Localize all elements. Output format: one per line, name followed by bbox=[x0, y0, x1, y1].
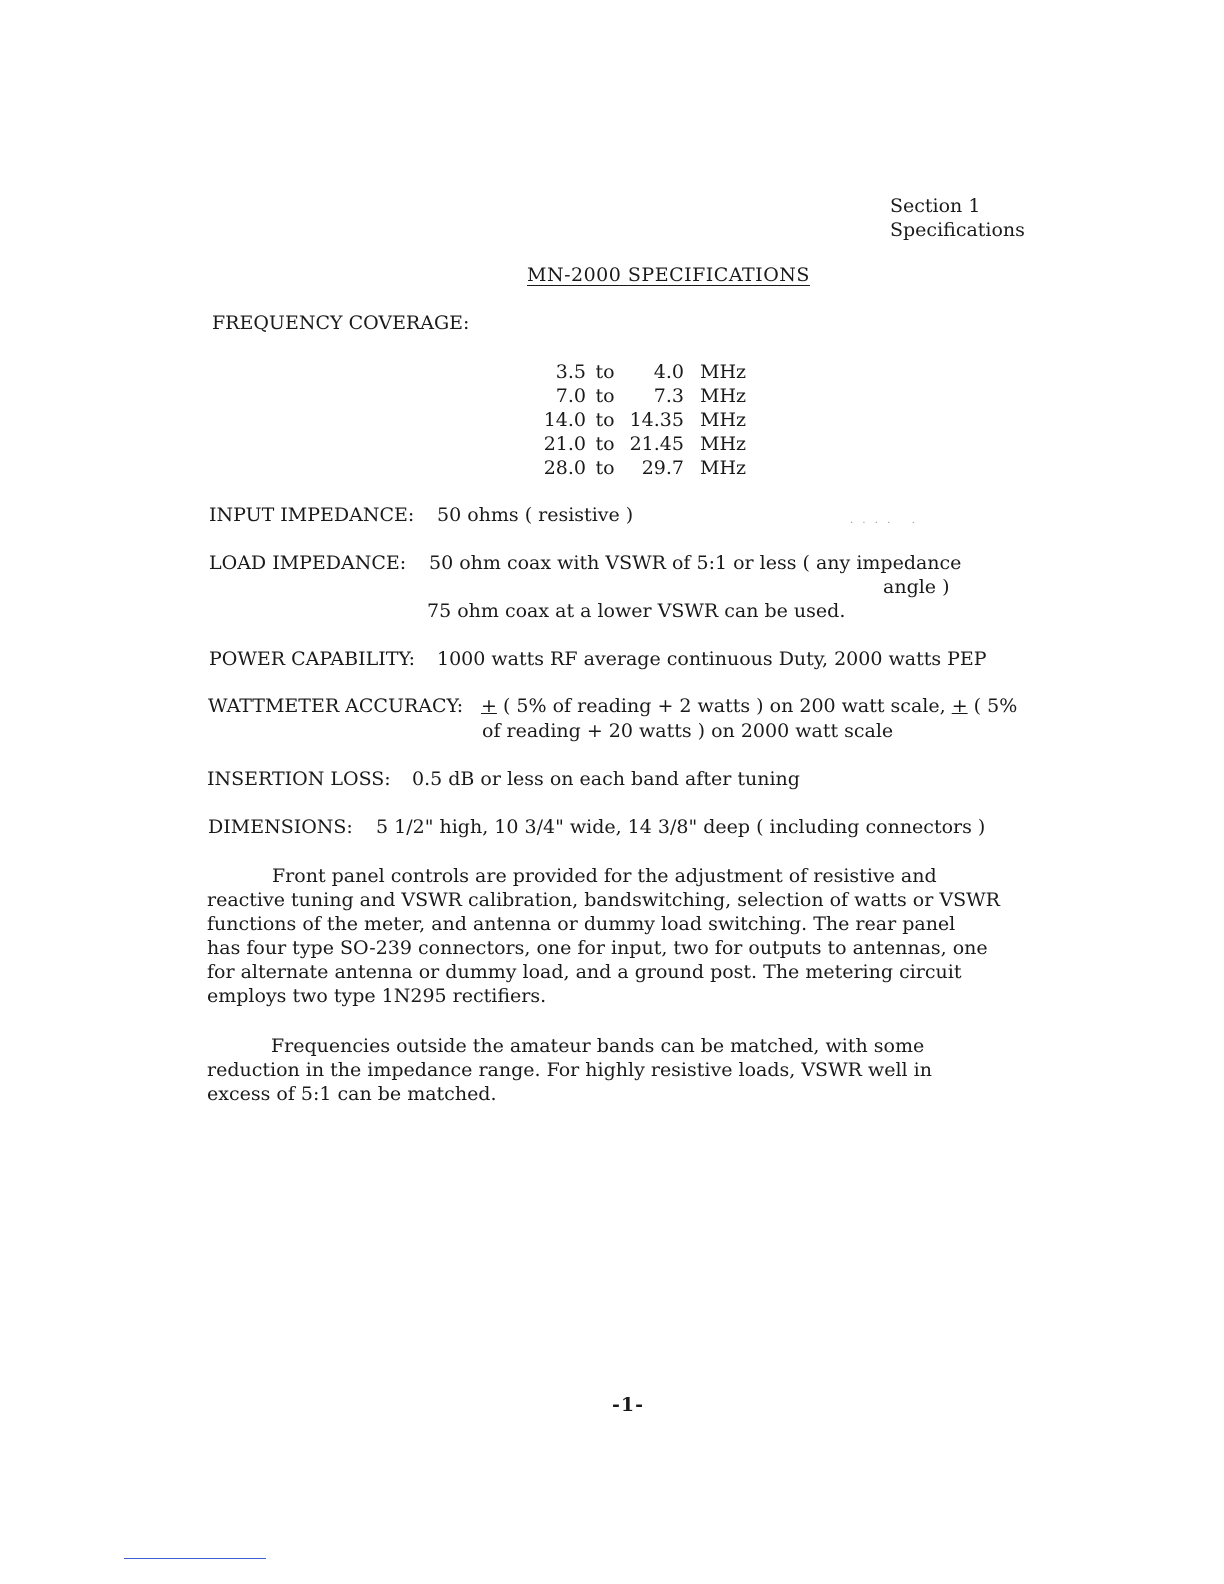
load-impedance-value-line3: 75 ohm coax at a lower VSWR can be used. bbox=[427, 600, 846, 622]
band-end: 4.0 bbox=[653, 361, 684, 383]
footer-rule bbox=[124, 1558, 266, 1559]
band-start: 3.5 bbox=[555, 361, 586, 383]
band-to-word: to bbox=[595, 457, 615, 479]
frequency-bands-table bbox=[522, 360, 770, 480]
band-start: 14.0 bbox=[543, 409, 586, 431]
scan-speck: · · · · · bbox=[850, 518, 918, 529]
dimensions-value: 5 1/2" high, 10 3/4" wide, 14 3/8" deep ( including connectors ) bbox=[376, 816, 986, 838]
band-to-word: to bbox=[595, 361, 615, 383]
frequency-band-row bbox=[522, 408, 770, 432]
band-to-word: to bbox=[595, 433, 615, 455]
load-impedance-label: LOAD IMPEDANCE: bbox=[209, 552, 407, 574]
band-end: 21.45 bbox=[629, 433, 684, 455]
dimensions-label: DIMENSIONS: bbox=[208, 816, 353, 838]
paragraph-line: Frequencies outside the amateur bands can be matched, with some bbox=[271, 1035, 925, 1057]
description-paragraph-2 bbox=[207, 1034, 1057, 1106]
paragraph-line: reduction in the impedance range. For highly resistive loads, VSWR well in bbox=[207, 1059, 932, 1081]
load-impedance-value-line2: angle ) bbox=[883, 576, 950, 598]
band-unit: MHz bbox=[700, 457, 747, 479]
plus-minus-symbol: + bbox=[481, 695, 497, 717]
band-start: 28.0 bbox=[543, 457, 586, 479]
description-paragraph-1 bbox=[207, 864, 1057, 1008]
power-capability-value: 1000 watts RF average continuous Duty, 2000 watts PEP bbox=[437, 648, 987, 670]
frequency-band-row bbox=[522, 384, 770, 408]
band-end: 7.3 bbox=[653, 385, 684, 407]
wattmeter-accuracy-line1-b: ( 5% bbox=[973, 695, 1018, 717]
band-unit: MHz bbox=[700, 409, 747, 431]
band-unit: MHz bbox=[700, 361, 747, 383]
paragraph-line: excess of 5:1 can be matched. bbox=[207, 1083, 497, 1105]
wattmeter-accuracy-line1-a: ( 5% of reading + 2 watts ) on 200 watt scale, bbox=[502, 695, 946, 717]
band-to-word: to bbox=[595, 409, 615, 431]
paragraph-line: reactive tuning and VSWR calibration, bandswitching, selection of watts or VSWR bbox=[207, 889, 1000, 911]
section-title: Specifications bbox=[890, 219, 1025, 241]
band-unit: MHz bbox=[700, 385, 747, 407]
wattmeter-accuracy-label: WATTMETER ACCURACY: bbox=[208, 695, 464, 717]
frequency-band-row bbox=[522, 360, 770, 384]
paragraph-line: has four type SO-239 connectors, one for input, two for outputs to antennas, one bbox=[207, 937, 988, 959]
frequency-coverage-label: FREQUENCY COVERAGE: bbox=[212, 312, 470, 334]
insertion-loss-label: INSERTION LOSS: bbox=[207, 768, 391, 790]
document-title: MN-2000 SPECIFICATIONS bbox=[527, 264, 810, 286]
paragraph-line: Front panel controls are provided for the adjustment of resistive and bbox=[272, 865, 937, 887]
paragraph-line: employs two type 1N295 rectifiers. bbox=[207, 985, 547, 1007]
frequency-band-row bbox=[522, 432, 770, 456]
plus-minus-symbol: + bbox=[951, 695, 968, 717]
power-capability-label: POWER CAPABILITY: bbox=[209, 648, 415, 670]
section-header bbox=[890, 194, 1025, 242]
section-label: Section 1 bbox=[890, 195, 981, 217]
band-to-word: to bbox=[595, 385, 615, 407]
insertion-loss-value: 0.5 dB or less on each band after tuning bbox=[412, 768, 800, 790]
band-start: 7.0 bbox=[555, 385, 586, 407]
page-number: -1- bbox=[612, 1394, 644, 1416]
input-impedance-value: 50 ohms ( resistive ) bbox=[437, 504, 634, 526]
band-end: 29.7 bbox=[641, 457, 684, 479]
frequency-band-row bbox=[522, 456, 770, 480]
band-start: 21.0 bbox=[543, 433, 586, 455]
wattmeter-accuracy-line2: of reading + 20 watts ) on 2000 watt scale bbox=[482, 720, 894, 742]
load-impedance-value-line1: 50 ohm coax with VSWR of 5:1 or less ( any impedance bbox=[429, 552, 962, 574]
paragraph-line: for alternate antenna or dummy load, and a ground post. The metering circuit bbox=[207, 961, 962, 983]
band-end: 14.35 bbox=[629, 409, 684, 431]
band-unit: MHz bbox=[700, 433, 747, 455]
input-impedance-label: INPUT IMPEDANCE: bbox=[209, 504, 415, 526]
wattmeter-accuracy-line1 bbox=[481, 695, 1017, 717]
paragraph-line: functions of the meter, and antenna or dummy load switching. The rear panel bbox=[207, 913, 956, 935]
